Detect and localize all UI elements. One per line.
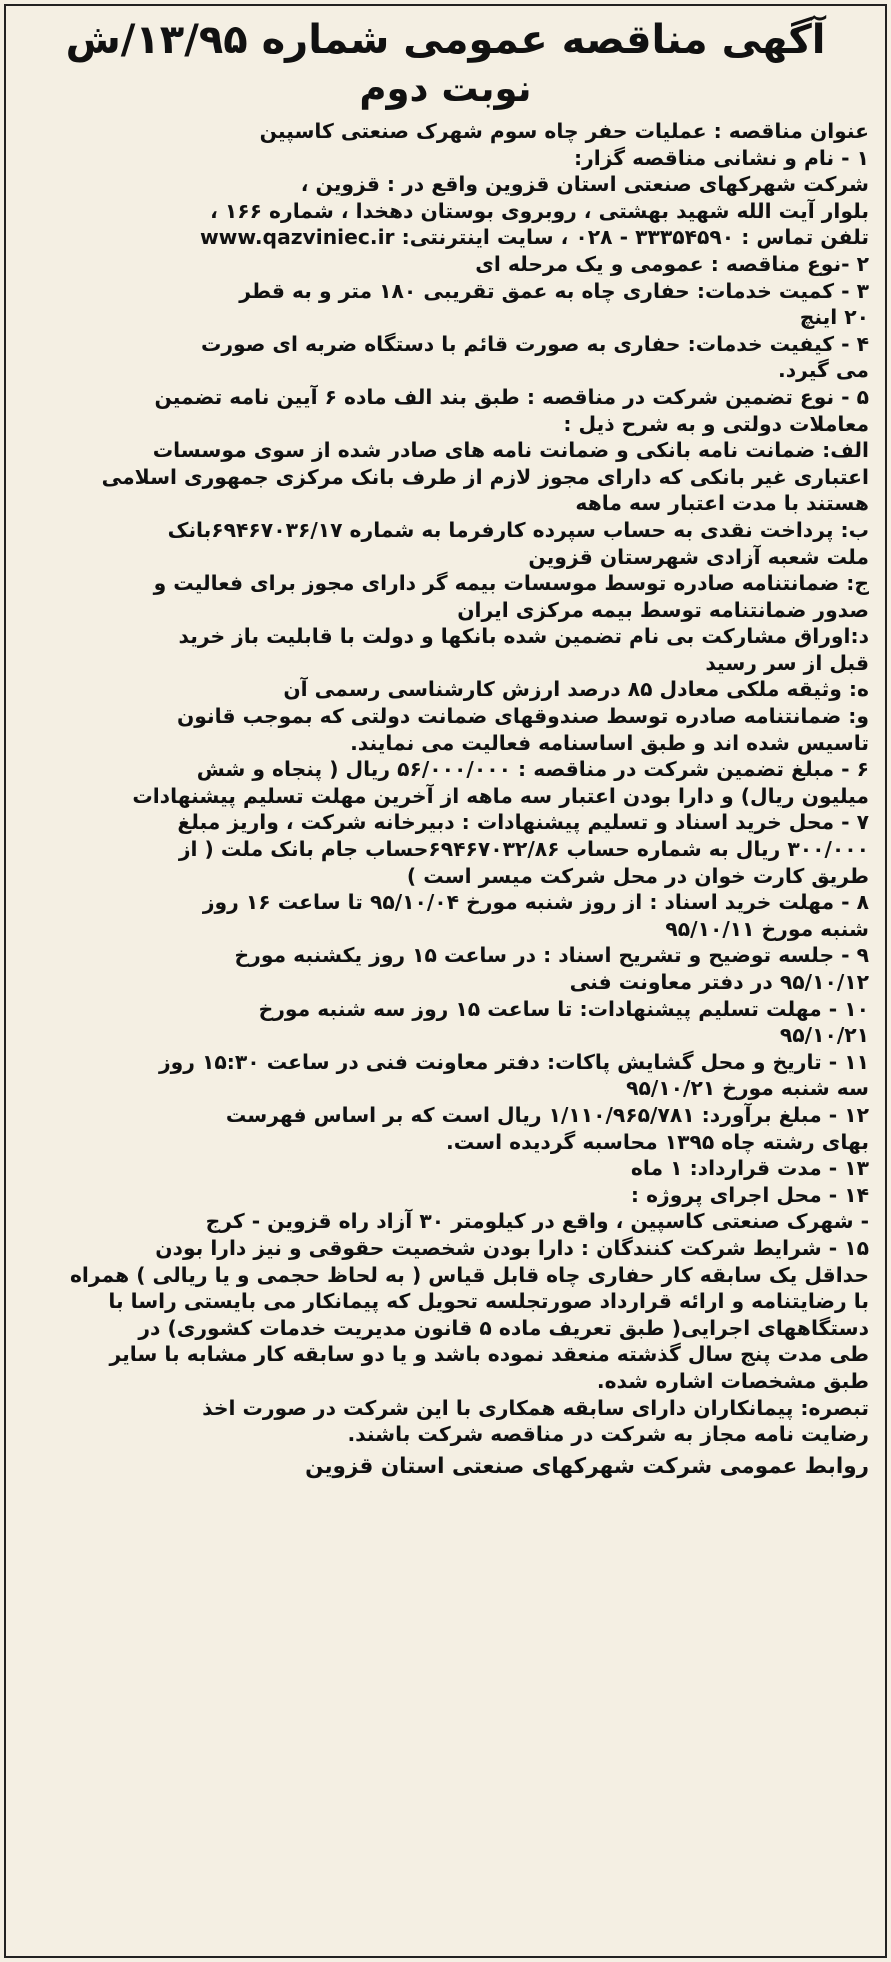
clause-dal-cont: قبل از سر رسید	[705, 650, 869, 675]
item-9-meeting: ۹ - جلسه توضیح و تشریح اسناد : در ساعت ۱۵ روز یکشنبه مورخ	[234, 943, 869, 968]
item-13-duration: ۱۳ - مدت قرارداد: ۱ ماه	[630, 1156, 869, 1181]
clause-alef-cont: اعتباری غیر بانکی که دارای مجوز لازم از طرف بانک مرکزی جمهوری اسلامی	[101, 464, 869, 489]
clause-be: ب: پرداخت نقدی به حساب سپرده کارفرما به شماره ۶۹۴۶۷۰۳۶/۱۷بانک	[167, 517, 869, 542]
item-10-submission: ۱۰ - مهلت تسلیم پیشنهادات: تا ساعت ۱۵ روز سه شنبه مورخ	[258, 996, 869, 1021]
item-11-opening: ۱۱ - تاریخ و محل گشایش پاکات: دفتر معاونت فنی در ساعت ۱۵:۳۰ روز	[158, 1049, 869, 1074]
organizer-line: شرکت شهرکهای صنعتی استان قزوین واقع در : قزوین ،	[300, 172, 869, 197]
item-15-conditions: ۱۵ - شرایط شرکت کنندگان : دارا بودن شخصیت حقوقی و نیز دارا بودن	[155, 1235, 869, 1260]
note-line-cont: رضایت نامه مجاز به شرکت در مناقصه شرکت باشند.	[347, 1422, 869, 1447]
tender-notice	[4, 4, 887, 1958]
item-5-guarantee: ۵ - نوع تضمین شرکت در مناقصه : طبق بند الف ماده ۶ آیین نامه تضمین	[154, 384, 869, 409]
item-15-conditions-cont: حداقل یک سابقه کار حفاری چاه قابل قیاس ( به لحاظ حجمی و یا ریالی ) همراه	[69, 1262, 869, 1287]
clause-alef: الف: ضمانت نامه بانکی و ضمانت نامه های صادر شده از سوی موسسات	[152, 438, 869, 463]
clause-vav-cont: تاسیس شده اند و طبق اساسنامه فعالیت می نمایند.	[350, 730, 869, 755]
clause-dal: د:اوراق مشارکت بی نام تضمین شده بانکها و دولت با قابلیت باز خرید	[178, 624, 869, 649]
item-7-location: ۷ - محل خرید اسناد و تسلیم پیشنهادات : دبیرخانه شرکت ، واریز مبلغ	[177, 810, 869, 835]
item-15-conditions-cont-2: با رضایتنامه و ارائه قرارداد صورتجلسه تحویل که پیمانکار می بایستی راسا با	[108, 1289, 869, 1314]
tender-subject: عنوان مناقصه : عملیات حفر چاه سوم شهرک صنعتی کاسپین	[259, 119, 869, 143]
contact-line: تلفن تماس : ۳۳۳۵۴۵۹۰ - ۰۲۸ ، سایت اینترنتی: www.qazviniec.ir	[199, 225, 869, 250]
address-line: بلوار آیت الله شهید بهشتی ، روبروی بوستان دهخدا ، شماره ۱۶۶ ،	[210, 198, 869, 223]
item-9-meeting-cont: ۹۵/۱۰/۱۲ در دفتر معاونت فنی	[569, 970, 869, 994]
item-15-conditions-cont-4: طی مدت پنج سال گذشته منعقد نموده باشد و یا دو سابقه کار مشابه با سایر	[109, 1342, 869, 1367]
clause-alef-cont-2: هستند با مدت اعتبار سه ماهه	[575, 491, 869, 516]
item-8-deadline-cont: شنبه مورخ ۹۵/۱۰/۱۱	[665, 916, 869, 941]
item-8-deadline: ۸ - مهلت خرید اسناد : از روز شنبه مورخ ۹۵/۱۰/۰۴ تا ساعت ۱۶ روز	[202, 890, 869, 915]
item-5-guarantee-cont: معاملات دولتی و به شرح ذیل :	[563, 411, 869, 436]
signature-line: روابط عمومی شرکت شهرکهای صنعتی استان قزوین	[305, 1453, 869, 1479]
clause-jim-cont: صدور ضمانتنامه توسط بیمه مرکزی ایران	[457, 597, 869, 622]
notice-subtitle: نوبت دوم	[359, 67, 532, 110]
clause-vav: و: ضمانتنامه صادره توسط صندوقهای ضمانت دولتی که بموجب قانون	[176, 704, 869, 729]
notice-title: آگهی مناقصه عمومی شماره ۱۳/۹۵/ش	[65, 17, 826, 63]
item-12-estimate-cont: بهای رشته چاه ۱۳۹۵ محاسبه گردیده است.	[446, 1129, 869, 1154]
item-14-site: ۱۴ - محل اجرای پروژه :	[630, 1182, 869, 1207]
item-3-quantity: ۳ - کمیت خدمات: حفاری چاه به عمق تقریبی ۱۸۰ متر و به قطر	[239, 278, 869, 303]
note-line: تبصره: پیمانکاران دارای سابقه همکاری با این شرکت در صورت اخذ	[202, 1395, 869, 1420]
item-3-quantity-cont: ۲۰ اینچ	[799, 305, 869, 330]
clause-be-cont: ملت شعبه آزادی شهرستان قزوین	[528, 544, 869, 569]
clause-jim: ج: ضمانتنامه صادره توسط موسسات بیمه گر دارای مجوز برای فعالیت و	[153, 571, 869, 596]
item-6-amount: ۶ - مبلغ تضمین شرکت در مناقصه : ۵۶/۰۰۰/۰۰۰ ریال ( پنجاه و شش	[196, 757, 869, 782]
notice-body	[22, 118, 869, 1448]
item-6-amount-cont: میلیون ریال) و دارا بودن اعتبار سه ماهه از آخرین مهلت تسلیم پیشنهادات	[132, 783, 869, 808]
item-15-conditions-cont-5: طبق مشخصات اشاره شده.	[596, 1368, 869, 1393]
item-10-submission-cont: ۹۵/۱۰/۲۱	[779, 1023, 869, 1048]
item-15-conditions-cont-3: دستگاههای اجرایی( طبق تعریف ماده ۵ قانون مدیریت خدمات کشوری) در	[138, 1315, 869, 1340]
item-11-opening-cont: سه شنبه مورخ ۹۵/۱۰/۲۱	[626, 1076, 869, 1101]
item-4-quality: ۴ - کیفیت خدمات: حفاری به صورت قائم با دستگاه ضربه ای صورت	[200, 331, 869, 356]
item-7-location-cont: ۳۰۰/۰۰۰ ریال به شماره حساب ۶۹۴۶۷۰۳۲/۸۶حساب جام بانک ملت ( از	[178, 837, 869, 862]
clause-he: ه: وثیقه ملکی معادل ۸۵ درصد ارزش کارشناسی رسمی آن	[283, 677, 869, 702]
item-1-heading: ۱ - نام و نشانی مناقصه گزار:	[573, 145, 869, 170]
item-14-site-cont: - شهرک صنعتی کاسپین ، واقع در کیلومتر ۳۰ آزاد راه قزوین - کرج	[205, 1209, 869, 1234]
item-12-estimate: ۱۲ - مبلغ برآورد: ۱/۱۱۰/۹۶۵/۷۸۱ ریال است که بر اساس فهرست	[225, 1102, 869, 1127]
item-2-type: ۲ -نوع مناقصه : عمومی و یک مرحله ای	[475, 251, 869, 276]
item-4-quality-cont: می گیرد.	[778, 358, 869, 383]
item-7-location-cont-2: طریق کارت خوان در محل شرکت میسر است )	[406, 863, 869, 888]
